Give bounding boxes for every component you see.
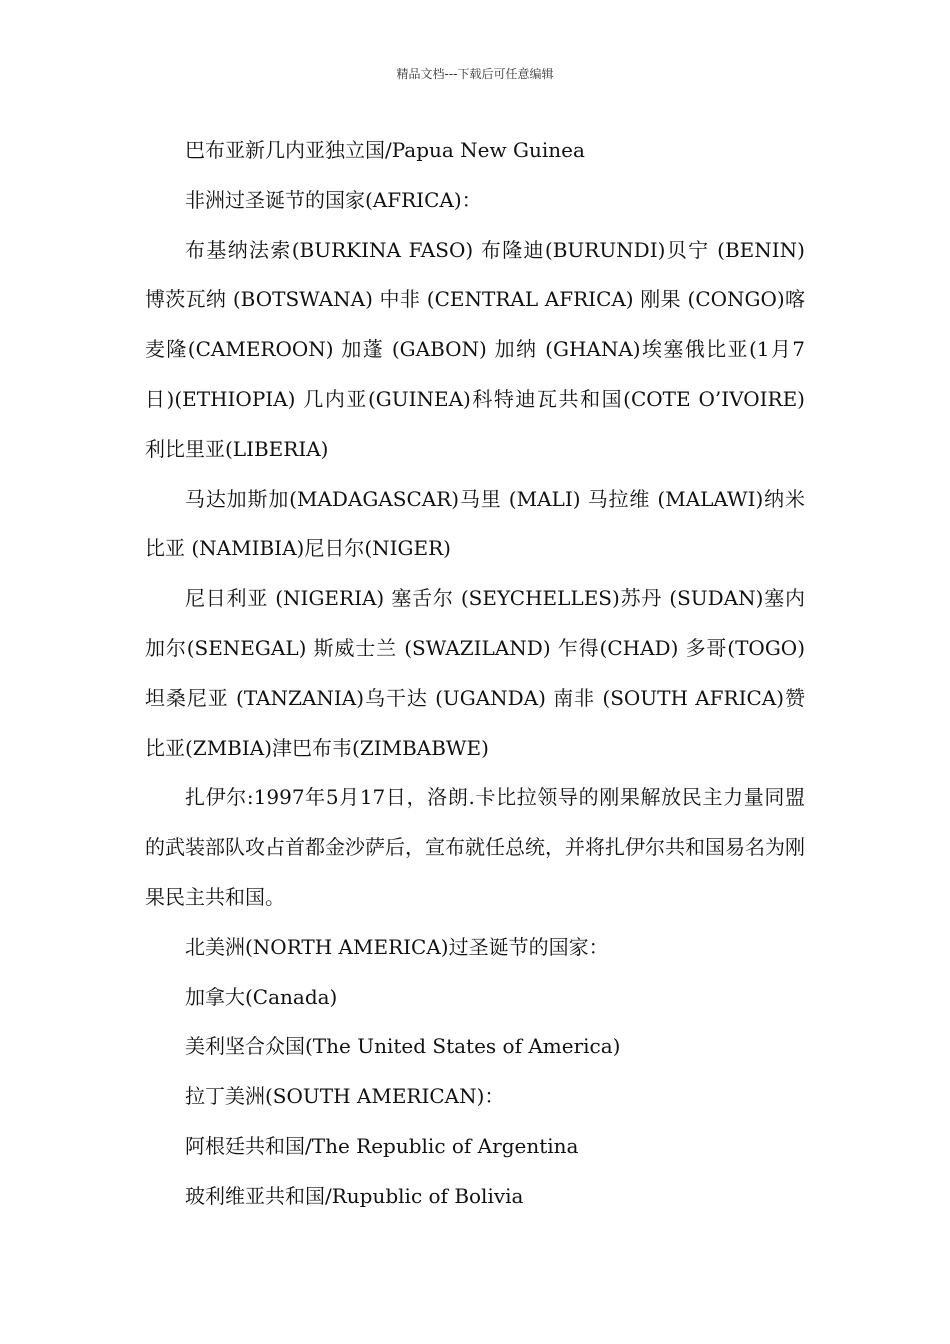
document-body xyxy=(145,126,805,1222)
paragraph-usa: 美利坚合众国(The United States of America) xyxy=(185,1034,621,1059)
paragraph-africa-list-1: 布基纳法索(BURKINA FASO) 布隆迪(BURUNDI)贝宁 (BENIN)博茨瓦纳 (BOTSWANA) 中非 (CENTRAL AFRICA) 刚果 (CONGO)喀麦隆(CAMEROON) 加蓬 (GABON) 加纳 (GHANA)埃塞俄比亚(1月7日)(ETHIOPIA) 几内亚(GUINEA)科特迪瓦共和国(COTE O’IVOIRE) 利比里亚(LIBERIA) xyxy=(145,237,805,461)
paragraph-canada: 加拿大(Canada) xyxy=(185,984,338,1009)
paragraph-bolivia: 玻利维亚共和国/Rupublic of Bolivia xyxy=(185,1183,524,1208)
heading-north-america: 北美洲(NORTH AMERICA)过圣诞节的国家： xyxy=(185,934,609,959)
paragraph-argentina: 阿根廷共和国/The Republic of Argentina xyxy=(185,1133,579,1158)
paragraph-papua-new-guinea: 巴布亚新几内亚独立国/Papua New Guinea xyxy=(185,138,585,162)
page-header: 精品文档---下载后可任意编辑 xyxy=(396,67,554,81)
paragraph-africa-list-2: 马达加斯加(MADAGASCAR)马里 (MALI) 马拉维 (MALAWI)纳米比亚 (NAMIBIA)尼日尔(NIGER) xyxy=(145,486,805,561)
paragraph-zaire-note: 扎伊尔:1997年5月17日，洛朗.卡比拉领导的刚果解放民主力量同盟的武装部队攻占首都金沙萨后，宣布就任总统，并将扎伊尔共和国易名为刚果民主共和国。 xyxy=(145,785,805,909)
heading-africa-countries: 非洲过圣诞节的国家(AFRICA)： xyxy=(185,187,482,212)
heading-latin-america: 拉丁美洲(SOUTH AMERICAN)： xyxy=(185,1084,505,1109)
paragraph-africa-list-3: 尼日利亚 (NIGERIA) 塞舌尔 (SEYCHELLES)苏丹 (SUDAN)塞内加尔(SENEGAL) 斯威士兰 (SWAZILAND) 乍得(CHAD) 多哥(TOGO)坦桑尼亚 (TANZANIA)乌干达 (UGANDA) 南非 (SOUTH AFRICA)赞比亚(ZMBIA)津巴布韦(ZIMBABWE) xyxy=(145,586,805,760)
